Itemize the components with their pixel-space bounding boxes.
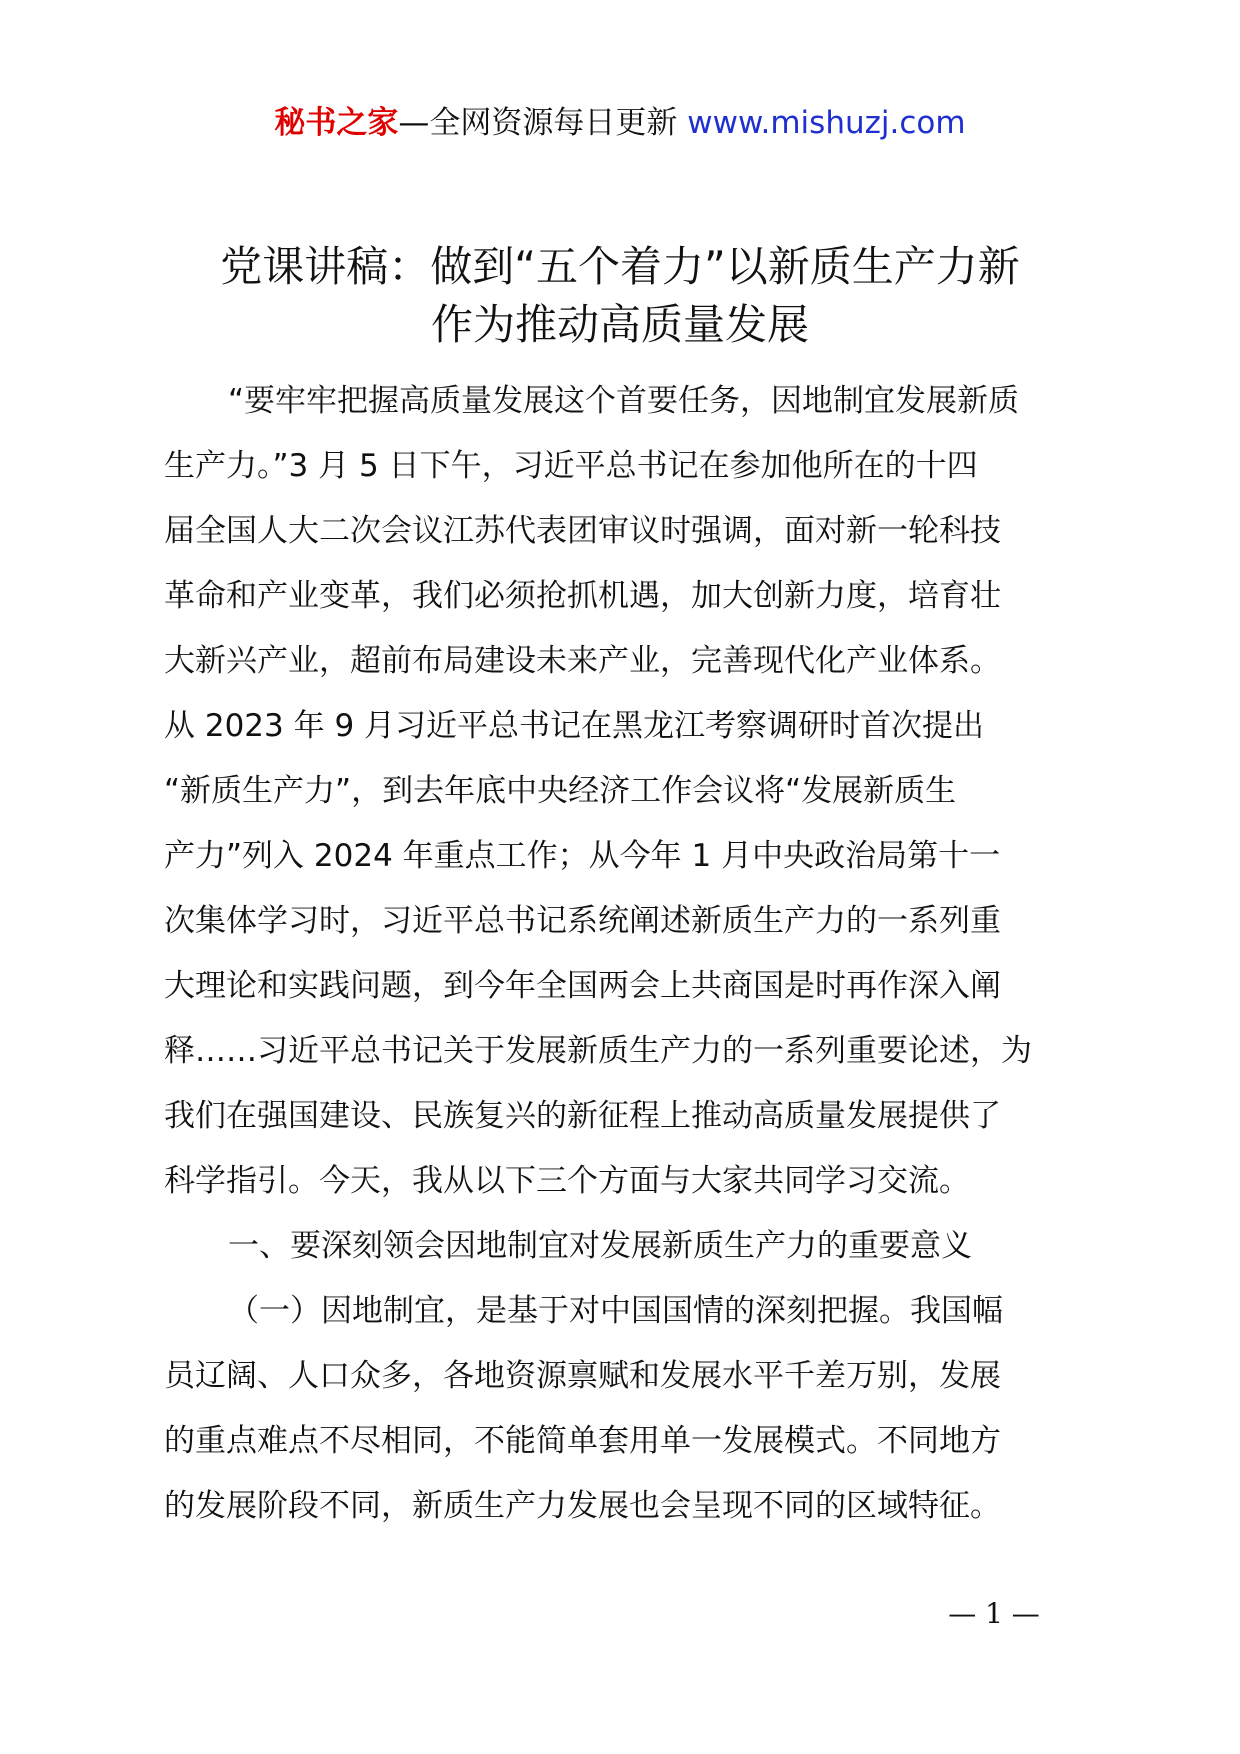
body-line: 生产力。”3 月 5 日下午，习近平总书记在参加他所在的十四 — [164, 448, 978, 484]
body-line: 我们在强国建设、民族复兴的新征程上推动高质量发展提供了 — [164, 1098, 1001, 1134]
body-line: 大理论和实践问题，到今年全国两会上共商国是时再作深入阐 — [164, 968, 1001, 1004]
body-line: 次集体学习时，习近平总书记系统阐述新质生产力的一系列重 — [164, 903, 1001, 939]
body-line: 员辽阔、人口众多，各地资源禀赋和发展水平千差万别，发展 — [164, 1358, 1001, 1394]
title-line-2: 作为推动高质量发展 — [430, 300, 809, 349]
body-line: “新质生产力”，到去年底中央经济工作会议将“发展新质生 — [164, 773, 957, 809]
site-brand: 秘书之家 — [274, 105, 399, 141]
body-line: 产力”列入 2024 年重点工作；从今年 1 月中央政治局第十一 — [164, 838, 1001, 874]
body-line: 科学指引。今天，我从以下三个方面与大家共同学习交流。 — [164, 1163, 970, 1199]
site-url-link[interactable]: www.mishuzj.com — [687, 105, 966, 141]
body-line: 释……习近平总书记关于发展新质生产力的一系列重要论述，为 — [164, 1033, 1032, 1069]
subsection-line: （一）因地制宜，是基于对中国国情的深刻把握。我国幅 — [228, 1293, 1003, 1329]
site-header — [0, 103, 1240, 143]
body-line: 大新兴产业，超前布局建设未来产业，完善现代化产业体系。 — [164, 643, 1001, 679]
document-body — [164, 369, 1084, 1539]
body-line: 从 2023 年 9 月习近平总书记在黑龙江考察调研时首次提出 — [164, 708, 985, 744]
body-line: 的重点难点不尽相同，不能简单套用单一发展模式。不同地方 — [164, 1423, 1001, 1459]
site-slogan: —全网资源每日更新 — [398, 105, 688, 141]
document-title — [160, 238, 1080, 354]
body-line: 届全国人大二次会议江苏代表团审议时强调，面对新一轮科技 — [164, 513, 1001, 549]
title-line-1: 党课讲稿：做到“五个着力”以新质生产力新 — [220, 242, 1020, 291]
body-line: 的发展阶段不同，新质生产力发展也会呈现不同的区域特征。 — [164, 1488, 1001, 1524]
section-heading: 一、要深刻领会因地制宜对发展新质生产力的重要意义 — [228, 1228, 972, 1264]
page-number: — 1 — — [948, 1597, 1040, 1630]
body-line: 革命和产业变革，我们必须抢抓机遇，加大创新力度，培育壮 — [164, 578, 1001, 614]
body-line: “要牢牢把握高质量发展这个首要任务，因地制宜发展新质 — [228, 383, 1020, 419]
